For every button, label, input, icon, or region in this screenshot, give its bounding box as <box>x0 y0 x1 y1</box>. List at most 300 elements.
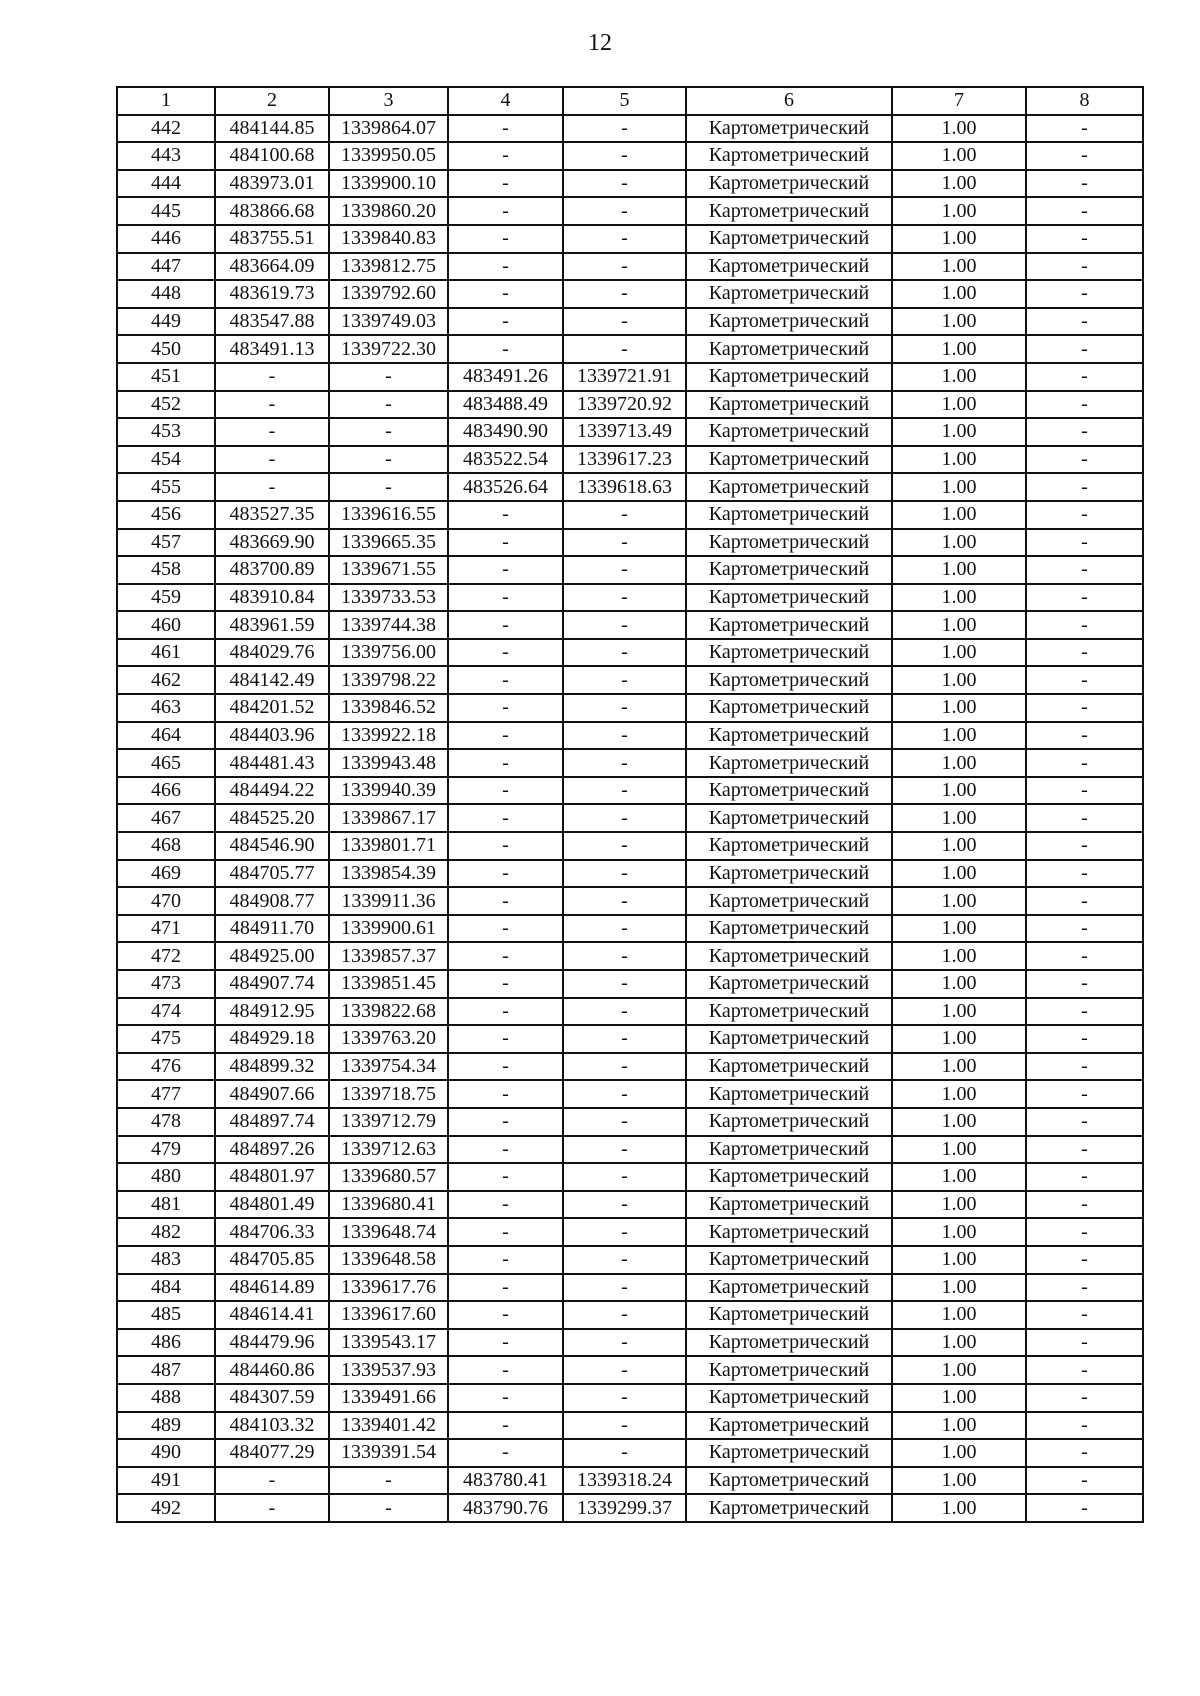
accuracy-cell: 1.00 <box>892 1218 1026 1246</box>
method-cell: Картометрический <box>686 639 892 667</box>
x-existing-cell: 484403.96 <box>215 722 329 750</box>
y-new-cell: 1339720.92 <box>563 391 686 419</box>
x-new-cell: - <box>448 170 563 198</box>
y-new-cell: - <box>563 1274 686 1302</box>
method-cell: Картометрический <box>686 832 892 860</box>
point-number-cell: 470 <box>117 887 215 915</box>
point-number-cell: 477 <box>117 1080 215 1108</box>
accuracy-cell: 1.00 <box>892 722 1026 750</box>
description-cell: - <box>1026 225 1143 253</box>
method-cell: Картометрический <box>686 1080 892 1108</box>
accuracy-cell: 1.00 <box>892 197 1026 225</box>
point-number-cell: 460 <box>117 611 215 639</box>
column-header: 6 <box>686 87 892 115</box>
method-cell: Картометрический <box>686 804 892 832</box>
y-existing-cell: 1339792.60 <box>329 280 448 308</box>
y-existing-cell: - <box>329 418 448 446</box>
description-cell: - <box>1026 1053 1143 1081</box>
x-existing-cell: - <box>215 363 329 391</box>
method-cell: Картометрический <box>686 1218 892 1246</box>
description-cell: - <box>1026 363 1143 391</box>
y-existing-cell: 1339840.83 <box>329 225 448 253</box>
method-cell: Картометрический <box>686 722 892 750</box>
y-existing-cell: 1339940.39 <box>329 777 448 805</box>
accuracy-cell: 1.00 <box>892 115 1026 143</box>
method-cell: Картометрический <box>686 1412 892 1440</box>
method-cell: Картометрический <box>686 391 892 419</box>
description-cell: - <box>1026 611 1143 639</box>
point-number-cell: 457 <box>117 529 215 557</box>
x-existing-cell: 483491.13 <box>215 335 329 363</box>
description-cell: - <box>1026 1246 1143 1274</box>
x-new-cell: 483490.90 <box>448 418 563 446</box>
accuracy-cell: 1.00 <box>892 694 1026 722</box>
description-cell: - <box>1026 832 1143 860</box>
description-cell: - <box>1026 1163 1143 1191</box>
description-cell: - <box>1026 970 1143 998</box>
y-existing-cell: 1339900.10 <box>329 170 448 198</box>
point-number-cell: 465 <box>117 749 215 777</box>
method-cell: Картометрический <box>686 1136 892 1164</box>
y-new-cell: 1339713.49 <box>563 418 686 446</box>
y-new-cell: - <box>563 1246 686 1274</box>
x-existing-cell: 484103.32 <box>215 1412 329 1440</box>
y-existing-cell: 1339391.54 <box>329 1439 448 1467</box>
description-cell: - <box>1026 280 1143 308</box>
x-existing-cell: - <box>215 473 329 501</box>
x-new-cell: - <box>448 942 563 970</box>
x-new-cell: - <box>448 1246 563 1274</box>
x-existing-cell: 484911.70 <box>215 915 329 943</box>
accuracy-cell: 1.00 <box>892 501 1026 529</box>
point-number-cell: 446 <box>117 225 215 253</box>
table-row <box>117 1494 1143 1522</box>
x-existing-cell: 484142.49 <box>215 666 329 694</box>
x-existing-cell: 484899.32 <box>215 1053 329 1081</box>
table-row <box>117 1025 1143 1053</box>
x-existing-cell: 484705.77 <box>215 860 329 888</box>
table-row <box>117 1274 1143 1302</box>
point-number-cell: 479 <box>117 1136 215 1164</box>
y-existing-cell: 1339950.05 <box>329 142 448 170</box>
table-row <box>117 1191 1143 1219</box>
accuracy-cell: 1.00 <box>892 777 1026 805</box>
accuracy-cell: 1.00 <box>892 666 1026 694</box>
point-number-cell: 472 <box>117 942 215 970</box>
accuracy-cell: 1.00 <box>892 942 1026 970</box>
table-row <box>117 694 1143 722</box>
method-cell: Картометрический <box>686 1467 892 1495</box>
accuracy-cell: 1.00 <box>892 170 1026 198</box>
x-existing-cell: - <box>215 446 329 474</box>
description-cell: - <box>1026 142 1143 170</box>
x-existing-cell: 484907.74 <box>215 970 329 998</box>
table-row <box>117 942 1143 970</box>
description-cell: - <box>1026 391 1143 419</box>
y-existing-cell: 1339860.20 <box>329 197 448 225</box>
description-cell: - <box>1026 998 1143 1026</box>
table-row <box>117 1053 1143 1081</box>
y-new-cell: - <box>563 253 686 281</box>
accuracy-cell: 1.00 <box>892 280 1026 308</box>
x-existing-cell: 483619.73 <box>215 280 329 308</box>
x-new-cell: 483526.64 <box>448 473 563 501</box>
x-existing-cell: 484908.77 <box>215 887 329 915</box>
y-new-cell: - <box>563 915 686 943</box>
y-existing-cell: 1339900.61 <box>329 915 448 943</box>
table-row <box>117 280 1143 308</box>
x-new-cell: - <box>448 1163 563 1191</box>
y-new-cell: - <box>563 1439 686 1467</box>
method-cell: Картометрический <box>686 501 892 529</box>
accuracy-cell: 1.00 <box>892 915 1026 943</box>
point-number-cell: 488 <box>117 1384 215 1412</box>
y-new-cell: - <box>563 584 686 612</box>
y-new-cell: - <box>563 998 686 1026</box>
y-new-cell: - <box>563 1218 686 1246</box>
x-existing-cell: - <box>215 391 329 419</box>
accuracy-cell: 1.00 <box>892 1439 1026 1467</box>
description-cell: - <box>1026 1301 1143 1329</box>
description-cell: - <box>1026 1191 1143 1219</box>
y-new-cell: - <box>563 1301 686 1329</box>
x-existing-cell: 484307.59 <box>215 1384 329 1412</box>
table-row <box>117 887 1143 915</box>
method-cell: Картометрический <box>686 253 892 281</box>
y-existing-cell: - <box>329 391 448 419</box>
point-number-cell: 469 <box>117 860 215 888</box>
accuracy-cell: 1.00 <box>892 1301 1026 1329</box>
table-row <box>117 1108 1143 1136</box>
y-new-cell: - <box>563 115 686 143</box>
point-number-cell: 483 <box>117 1246 215 1274</box>
point-number-cell: 468 <box>117 832 215 860</box>
accuracy-cell: 1.00 <box>892 1053 1026 1081</box>
x-existing-cell: 484929.18 <box>215 1025 329 1053</box>
method-cell: Картометрический <box>686 363 892 391</box>
x-new-cell: - <box>448 1218 563 1246</box>
table-row <box>117 998 1143 1026</box>
method-cell: Картометрический <box>686 1329 892 1357</box>
method-cell: Картометрический <box>686 473 892 501</box>
y-new-cell: - <box>563 529 686 557</box>
description-cell: - <box>1026 253 1143 281</box>
method-cell: Картометрический <box>686 1246 892 1274</box>
description-cell: - <box>1026 666 1143 694</box>
y-existing-cell: - <box>329 1494 448 1522</box>
y-existing-cell: 1339798.22 <box>329 666 448 694</box>
description-cell: - <box>1026 887 1143 915</box>
accuracy-cell: 1.00 <box>892 611 1026 639</box>
method-cell: Картометрический <box>686 1053 892 1081</box>
table-row <box>117 832 1143 860</box>
header-row <box>117 87 1143 115</box>
accuracy-cell: 1.00 <box>892 1025 1026 1053</box>
y-existing-cell: 1339680.41 <box>329 1191 448 1219</box>
y-existing-cell: 1339671.55 <box>329 556 448 584</box>
x-new-cell: - <box>448 1412 563 1440</box>
point-number-cell: 456 <box>117 501 215 529</box>
table-body <box>117 115 1143 1522</box>
table-row <box>117 970 1143 998</box>
point-number-cell: 489 <box>117 1412 215 1440</box>
method-cell: Картометрический <box>686 197 892 225</box>
point-number-cell: 447 <box>117 253 215 281</box>
description-cell: - <box>1026 942 1143 970</box>
description-cell: - <box>1026 584 1143 612</box>
description-cell: - <box>1026 418 1143 446</box>
point-number-cell: 455 <box>117 473 215 501</box>
point-number-cell: 462 <box>117 666 215 694</box>
method-cell: Картометрический <box>686 556 892 584</box>
y-existing-cell: 1339822.68 <box>329 998 448 1026</box>
x-new-cell: 483790.76 <box>448 1494 563 1522</box>
table-row <box>117 1412 1143 1440</box>
y-existing-cell: 1339867.17 <box>329 804 448 832</box>
x-existing-cell: 484481.43 <box>215 749 329 777</box>
x-existing-cell: 484479.96 <box>215 1329 329 1357</box>
x-existing-cell: 484077.29 <box>215 1439 329 1467</box>
accuracy-cell: 1.00 <box>892 887 1026 915</box>
point-number-cell: 454 <box>117 446 215 474</box>
x-new-cell: - <box>448 584 563 612</box>
point-number-cell: 461 <box>117 639 215 667</box>
y-new-cell: - <box>563 335 686 363</box>
description-cell: - <box>1026 639 1143 667</box>
y-new-cell: - <box>563 804 686 832</box>
x-new-cell: - <box>448 749 563 777</box>
description-cell: - <box>1026 1218 1143 1246</box>
y-new-cell: - <box>563 860 686 888</box>
y-new-cell: - <box>563 308 686 336</box>
x-existing-cell: 483910.84 <box>215 584 329 612</box>
table-row <box>117 1163 1143 1191</box>
table-row <box>117 666 1143 694</box>
point-number-cell: 463 <box>117 694 215 722</box>
x-new-cell: - <box>448 142 563 170</box>
description-cell: - <box>1026 556 1143 584</box>
y-new-cell: - <box>563 639 686 667</box>
accuracy-cell: 1.00 <box>892 225 1026 253</box>
y-new-cell: - <box>563 1080 686 1108</box>
method-cell: Картометрический <box>686 115 892 143</box>
x-existing-cell: 483527.35 <box>215 501 329 529</box>
y-existing-cell: 1339733.53 <box>329 584 448 612</box>
method-cell: Картометрический <box>686 308 892 336</box>
x-existing-cell: 483973.01 <box>215 170 329 198</box>
point-number-cell: 466 <box>117 777 215 805</box>
description-cell: - <box>1026 335 1143 363</box>
y-existing-cell: 1339543.17 <box>329 1329 448 1357</box>
y-new-cell: - <box>563 1384 686 1412</box>
x-existing-cell: 484460.86 <box>215 1356 329 1384</box>
point-number-cell: 444 <box>117 170 215 198</box>
point-number-cell: 453 <box>117 418 215 446</box>
table-row <box>117 722 1143 750</box>
y-existing-cell: 1339801.71 <box>329 832 448 860</box>
point-number-cell: 476 <box>117 1053 215 1081</box>
accuracy-cell: 1.00 <box>892 253 1026 281</box>
x-existing-cell: 483866.68 <box>215 197 329 225</box>
x-existing-cell: - <box>215 418 329 446</box>
y-new-cell: 1339721.91 <box>563 363 686 391</box>
point-number-cell: 490 <box>117 1439 215 1467</box>
method-cell: Картометрический <box>686 280 892 308</box>
method-cell: Картометрический <box>686 1025 892 1053</box>
description-cell: - <box>1026 473 1143 501</box>
x-existing-cell: 483664.09 <box>215 253 329 281</box>
table-row <box>117 501 1143 529</box>
x-new-cell: - <box>448 280 563 308</box>
table-row <box>117 1439 1143 1467</box>
table-row <box>117 363 1143 391</box>
table-row <box>117 529 1143 557</box>
description-cell: - <box>1026 1439 1143 1467</box>
y-new-cell: - <box>563 197 686 225</box>
y-existing-cell: 1339401.42 <box>329 1412 448 1440</box>
table-row <box>117 860 1143 888</box>
table-row <box>117 1246 1143 1274</box>
description-cell: - <box>1026 1274 1143 1302</box>
y-existing-cell: 1339846.52 <box>329 694 448 722</box>
table-row <box>117 915 1143 943</box>
method-cell: Картометрический <box>686 1356 892 1384</box>
description-cell: - <box>1026 694 1143 722</box>
table-row <box>117 777 1143 805</box>
y-new-cell: - <box>563 142 686 170</box>
method-cell: Картометрический <box>686 694 892 722</box>
table-row <box>117 253 1143 281</box>
x-new-cell: - <box>448 804 563 832</box>
x-new-cell: - <box>448 832 563 860</box>
table-row <box>117 639 1143 667</box>
method-cell: Картометрический <box>686 1163 892 1191</box>
y-new-cell: - <box>563 1191 686 1219</box>
x-new-cell: 483780.41 <box>448 1467 563 1495</box>
accuracy-cell: 1.00 <box>892 473 1026 501</box>
description-cell: - <box>1026 1080 1143 1108</box>
x-existing-cell: 483547.88 <box>215 308 329 336</box>
y-existing-cell: 1339857.37 <box>329 942 448 970</box>
point-number-cell: 475 <box>117 1025 215 1053</box>
method-cell: Картометрический <box>686 970 892 998</box>
point-number-cell: 473 <box>117 970 215 998</box>
table-row <box>117 335 1143 363</box>
y-existing-cell: 1339648.58 <box>329 1246 448 1274</box>
x-existing-cell: - <box>215 1467 329 1495</box>
x-new-cell: - <box>448 998 563 1026</box>
table-row <box>117 584 1143 612</box>
y-existing-cell: 1339617.60 <box>329 1301 448 1329</box>
x-existing-cell: 484705.85 <box>215 1246 329 1274</box>
accuracy-cell: 1.00 <box>892 832 1026 860</box>
x-existing-cell: 484614.89 <box>215 1274 329 1302</box>
accuracy-cell: 1.00 <box>892 1246 1026 1274</box>
column-header: 2 <box>215 87 329 115</box>
description-cell: - <box>1026 1136 1143 1164</box>
y-new-cell: - <box>563 1163 686 1191</box>
column-header: 8 <box>1026 87 1143 115</box>
y-existing-cell: 1339754.34 <box>329 1053 448 1081</box>
y-new-cell: - <box>563 1025 686 1053</box>
x-new-cell: - <box>448 1356 563 1384</box>
x-new-cell: - <box>448 722 563 750</box>
table-row <box>117 1467 1143 1495</box>
accuracy-cell: 1.00 <box>892 639 1026 667</box>
point-number-cell: 474 <box>117 998 215 1026</box>
description-cell: - <box>1026 1329 1143 1357</box>
y-new-cell: - <box>563 225 686 253</box>
y-existing-cell: 1339911.36 <box>329 887 448 915</box>
accuracy-cell: 1.00 <box>892 1356 1026 1384</box>
point-number-cell: 492 <box>117 1494 215 1522</box>
description-cell: - <box>1026 197 1143 225</box>
accuracy-cell: 1.00 <box>892 308 1026 336</box>
description-cell: - <box>1026 1384 1143 1412</box>
y-new-cell: - <box>563 501 686 529</box>
y-new-cell: - <box>563 1356 686 1384</box>
coordinates-table <box>116 86 1144 1523</box>
x-new-cell: - <box>448 1136 563 1164</box>
method-cell: Картометрический <box>686 1494 892 1522</box>
table-row <box>117 473 1143 501</box>
y-existing-cell: - <box>329 363 448 391</box>
x-new-cell: - <box>448 1108 563 1136</box>
x-new-cell: - <box>448 197 563 225</box>
description-cell: - <box>1026 804 1143 832</box>
x-existing-cell: 484494.22 <box>215 777 329 805</box>
accuracy-cell: 1.00 <box>892 1412 1026 1440</box>
x-new-cell: - <box>448 335 563 363</box>
x-new-cell: - <box>448 887 563 915</box>
point-number-cell: 464 <box>117 722 215 750</box>
table-row <box>117 1301 1143 1329</box>
method-cell: Картометрический <box>686 1108 892 1136</box>
x-new-cell: - <box>448 1025 563 1053</box>
accuracy-cell: 1.00 <box>892 1384 1026 1412</box>
y-new-cell: - <box>563 170 686 198</box>
accuracy-cell: 1.00 <box>892 556 1026 584</box>
y-new-cell: - <box>563 1412 686 1440</box>
x-existing-cell: 484201.52 <box>215 694 329 722</box>
accuracy-cell: 1.00 <box>892 1108 1026 1136</box>
accuracy-cell: 1.00 <box>892 1163 1026 1191</box>
table-row <box>117 556 1143 584</box>
x-new-cell: - <box>448 1301 563 1329</box>
description-cell: - <box>1026 170 1143 198</box>
y-new-cell: 1339618.63 <box>563 473 686 501</box>
y-new-cell: - <box>563 887 686 915</box>
table-row <box>117 391 1143 419</box>
y-existing-cell: 1339749.03 <box>329 308 448 336</box>
point-number-cell: 471 <box>117 915 215 943</box>
y-new-cell: - <box>563 280 686 308</box>
description-cell: - <box>1026 501 1143 529</box>
x-existing-cell: 484144.85 <box>215 115 329 143</box>
accuracy-cell: 1.00 <box>892 363 1026 391</box>
y-new-cell: - <box>563 1136 686 1164</box>
x-existing-cell: 484706.33 <box>215 1218 329 1246</box>
method-cell: Картометрический <box>686 611 892 639</box>
method-cell: Картометрический <box>686 1439 892 1467</box>
table-row <box>117 225 1143 253</box>
accuracy-cell: 1.00 <box>892 1467 1026 1495</box>
x-new-cell: - <box>448 501 563 529</box>
table-row <box>117 446 1143 474</box>
description-cell: - <box>1026 529 1143 557</box>
table-row <box>117 1218 1143 1246</box>
y-existing-cell: 1339851.45 <box>329 970 448 998</box>
